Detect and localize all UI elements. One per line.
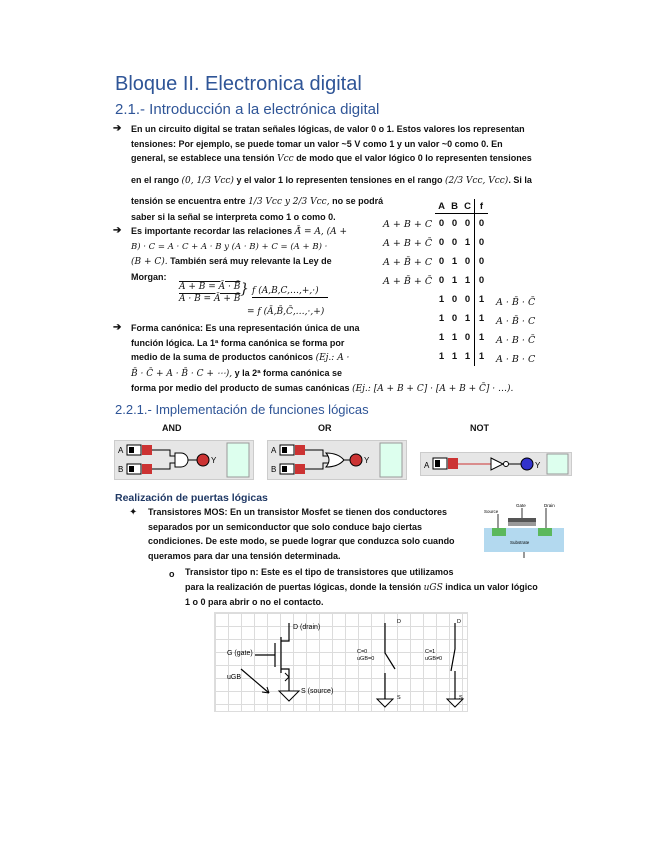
text-line: Transistor tipo n: Este es el tipo de transistores que utilizamos — [185, 567, 454, 577]
switch-knob — [282, 466, 287, 472]
page-title: Bloque II. Electronica digital — [115, 73, 362, 95]
input-indicator — [142, 464, 152, 474]
equation: f (A,B,C,…,+,·) — [252, 286, 319, 296]
d-label: D — [457, 619, 461, 625]
drain-label: Drain — [544, 503, 555, 508]
substrate-label: Substrate — [510, 540, 530, 545]
source-label: S (source) — [301, 688, 334, 695]
or-label: OR — [318, 423, 332, 433]
overline — [252, 297, 328, 298]
text-line: función lógica. La 1ª forma canónica se forma por — [131, 337, 345, 348]
minterm-4: A · B̄ · C̄ — [496, 297, 536, 308]
gate-metal — [508, 518, 536, 522]
minterm-6: A · B · C̄ — [496, 335, 536, 346]
ugb-arrow — [241, 669, 269, 693]
ugb-label: uGB — [227, 674, 242, 681]
source-region — [492, 528, 506, 536]
paragraph-relations — [131, 224, 377, 284]
switch-knob — [282, 447, 287, 453]
maxterm-0: A + B + C — [383, 219, 433, 230]
output-led-icon — [521, 458, 533, 470]
output-y-label: Y — [535, 461, 541, 470]
input-b-label: B — [271, 465, 277, 474]
minterm-7: A · B · C — [496, 354, 536, 365]
input-indicator — [295, 464, 305, 474]
arrow-bullet-icon: ➔ — [113, 123, 122, 134]
switch-knob — [435, 460, 440, 467]
output-led-icon — [350, 454, 362, 466]
source-label: Source — [484, 509, 499, 514]
not-gate-icon — [491, 458, 503, 470]
text-line: para la realización de puertas lógicas, donde la tensión uGS indica un valor lógico — [185, 581, 538, 593]
gate-label: G (gate) — [227, 650, 253, 657]
drain-label: D (drain) — [293, 624, 321, 631]
mosfet-structure-diagram — [480, 500, 570, 560]
text-line: tensiones: Por ejemplo, se puede tomar un valor ~5 V como 1 y un valor ~0 como 0. En — [131, 138, 503, 149]
transistor-symbol — [255, 623, 289, 691]
ground-icon — [377, 699, 393, 707]
and-gate-icon — [175, 453, 188, 467]
gate-label: Gate — [516, 503, 526, 508]
or-circuit — [267, 440, 407, 480]
input-a-label: A — [424, 461, 430, 470]
input-indicator — [142, 445, 152, 455]
truth-table: A B C f 0 0 0 0 0 0 1 0 0 1 0 0 0 1 1 0 1 0 0 1 1 0 1 1 1 1 0 1 1 1 1 1 — [435, 199, 488, 366]
equation: = f (Ā,B̄,C̄,…,·,+) — [247, 307, 325, 317]
truth-mini-table — [547, 454, 568, 474]
nmos-schematic — [215, 613, 467, 711]
and-circuit — [114, 440, 254, 480]
minterm-5: A · B̄ · C — [496, 316, 536, 327]
switch-knob — [129, 447, 134, 453]
s-label: S — [459, 695, 463, 701]
circle-bullet: o — [169, 569, 175, 579]
n-type-paragraph — [185, 565, 585, 610]
input-indicator — [295, 445, 305, 455]
c0-ugb-label: uGB=0 — [357, 656, 375, 662]
text-line: saber si la señal se interpreta como 1 o como 0. — [131, 211, 336, 222]
ground-icon — [279, 691, 299, 701]
text-line: B) · C = A · C + A · B y (A · B) + C = (A + B) · — [131, 241, 328, 252]
arrow-icon — [285, 673, 289, 681]
maxterm-2: A + B̄ + C — [383, 257, 433, 268]
wire — [152, 450, 175, 469]
realizacion-heading: Realización de puertas lógicas — [115, 492, 268, 504]
maxterm-1: A + B + C̄ — [383, 238, 433, 249]
text-line: En un circuito digital se tratan señales lógicas, de valor 0 o 1. Estos valores los representan — [131, 124, 525, 134]
output-led-icon — [197, 454, 209, 466]
gate-oxide — [508, 522, 536, 526]
drain-region — [538, 528, 552, 536]
text-line: 1 o 0 para abrir o no el contacto. — [185, 597, 324, 607]
c0-label: C=0 — [357, 649, 368, 655]
s-label: S — [397, 695, 401, 701]
or-gate-icon — [326, 453, 344, 467]
section-heading: 2.1.- Introducción a la electrónica digital — [115, 101, 380, 118]
col-header: A — [435, 199, 448, 214]
subsection-heading: 2.2.1.- Implementación de funciones lógicas — [115, 402, 369, 417]
mos-paragraph — [148, 505, 478, 563]
text-line: forma por medio del producto de sumas canónicas (Ej.: [A + B + C] · [A + B + C̄] · …). — [131, 383, 514, 394]
arrow-bullet-icon: ➔ — [113, 225, 122, 236]
not-circuit — [420, 452, 572, 476]
not-gate-diagram — [421, 453, 571, 475]
text-line: tensión se encuentra entre 1/3 Vcc y 2/3 Vcc, no se podrá — [131, 196, 384, 207]
text-line: general, se establece una tensión Vcc de modo que el valor lógico 0 lo representen tensiones — [131, 153, 532, 164]
text-line: Forma canónica: Es una representación única de una — [131, 323, 360, 333]
equation: A · B = Ā + B̄ — [179, 294, 241, 304]
d-label: D — [397, 619, 401, 625]
text-line: condiciones. De este modo, se puede lograr que conduzca solo cuando — [148, 536, 455, 546]
and-label: AND — [162, 423, 182, 433]
output-y-label: Y — [364, 456, 370, 465]
input-a-label: A — [271, 446, 277, 455]
closed-switch-icon — [451, 623, 455, 699]
text-line: queramos para dar una tensión determinada. — [148, 550, 341, 561]
or-gate-diagram — [268, 441, 406, 479]
text-line: en el rango (0, 1/3 Vcc) y el valor 1 lo representen tensiones en el rango (2/3 Vcc, Vcc). Si la — [131, 174, 532, 186]
inverter-bubble — [504, 462, 509, 467]
morgan-equations — [179, 281, 240, 305]
col-header: f — [475, 199, 489, 214]
nmos-diagram — [214, 612, 468, 712]
paragraph-canonical — [131, 321, 551, 397]
truth-mini-table — [380, 443, 402, 477]
text-line: B̄ · C̄ + A · B̄ · C + ⋯), y la 2ª forma canónica se — [131, 367, 343, 379]
input-b-label: B — [118, 465, 124, 474]
input-indicator — [448, 458, 458, 469]
col-header: C — [461, 199, 475, 214]
c1-label: C=1 — [425, 649, 436, 655]
maxterm-3: A + B̄ + C̄ — [383, 276, 433, 287]
equation: A + B = Ā · B̄ — [179, 282, 241, 292]
brace-icon: } — [240, 281, 249, 297]
input-a-label: A — [118, 446, 124, 455]
diamond-bullet-icon: ✦ — [129, 507, 138, 518]
truth-mini-table — [227, 443, 249, 477]
and-gate-diagram — [115, 441, 253, 479]
text-line: Morgan: — [131, 271, 167, 282]
col-header: B — [448, 199, 461, 214]
text-line: Es importante recordar las relaciones Ā̄ = A, (A + — [131, 226, 347, 237]
not-label: NOT — [470, 423, 489, 433]
text-line: Transistores MOS: En un transistor Mosfet se tienen dos conductores — [148, 507, 448, 517]
arrow-bullet-icon: ➔ — [113, 322, 122, 333]
text-line: medio de la suma de productos canónicos (Ej.: A · — [131, 352, 350, 363]
open-switch-icon — [385, 623, 395, 699]
output-y-label: Y — [211, 456, 217, 465]
switch-knob — [129, 466, 134, 472]
c1-ugb-label: uGB≠0 — [425, 656, 443, 662]
text-line: separados por un semiconductor que solo conduce bajo ciertas — [148, 521, 423, 532]
text-line: (B + C). También será muy relevante la Ley de — [131, 256, 332, 267]
